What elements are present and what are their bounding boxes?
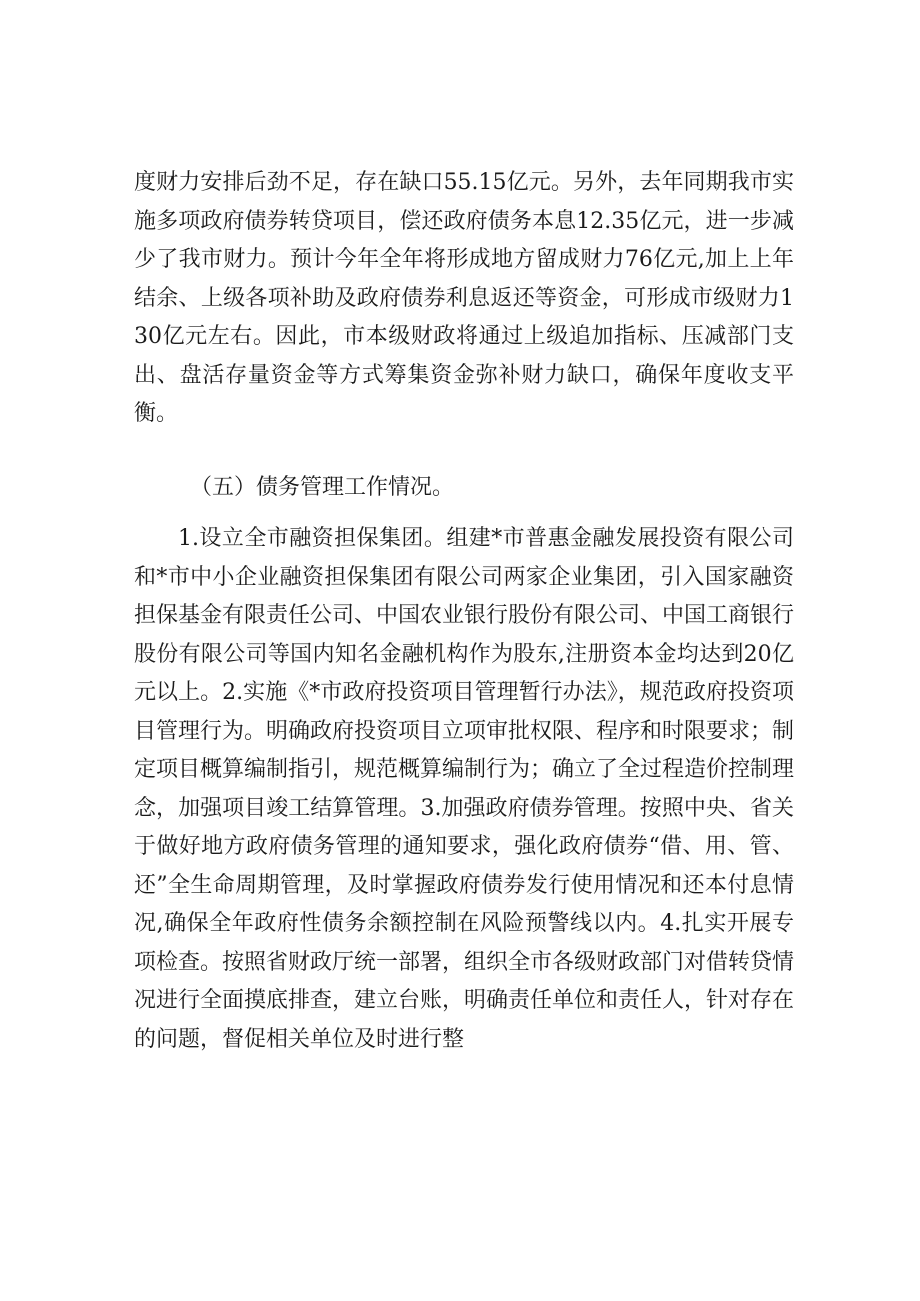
paragraph-debt-measures: 1.设立全市融资担保集团。组建*市普惠金融发展投资有限公司和*市中小企业融资担保集团有限公司两家企业集团，引入国家融资担保基金有限责任公司、中国农业银行股份有限公司、中国工商银行股份有限公司等国内知名金融机构作为股东,注册资本金均达到20亿元以上。2.实施《*市政府投资项目管理暂行办法》，规范政府投资项目管理行为。明确政府投资项目立项审批权限、程序和时限要求；制定项目概算编制指引，规范概算编制行为；确立了全过程造价控制理念，加强项目竣工结算管理。3.加强政府债券管理。按照中央、省关于做好地方政府债务管理的通知要求，强化政府债券“借、用、管、还”全生命周期管理，及时掌握政府债券发行使用情况和还本付息情况,确保全年政府性债务余额控制在风险预警线以内。4.扎实开展专项检查。按照省财政厅统一部署，组织全市各级财政部门对借转贷情况进行全面摸底排查，建立台账，明确责任单位和责任人，针对存在的问题，督促相关单位及时进行整: [134, 526, 795, 1052]
section-heading-debt-management: （五）债务管理工作情况。: [190, 475, 455, 500]
paragraph-fiscal-balance: 度财力安排后劲不足，存在缺口55.15亿元。另外，去年同期我市实施多项政府债券转贷项目，偿还政府债务本息12.35亿元，进一步减少了我市财力。预计今年全年将形成地方留成财力76亿元,加上上年结余、上级各项补助及政府债券利息返还等资金，可形成市级财力130亿元左右。因此，市本级财政将通过上级追加指标、压减部门支出、盘活存量资金等方式筹集资金弥补财力缺口，确保年度收支平衡。: [134, 170, 794, 426]
